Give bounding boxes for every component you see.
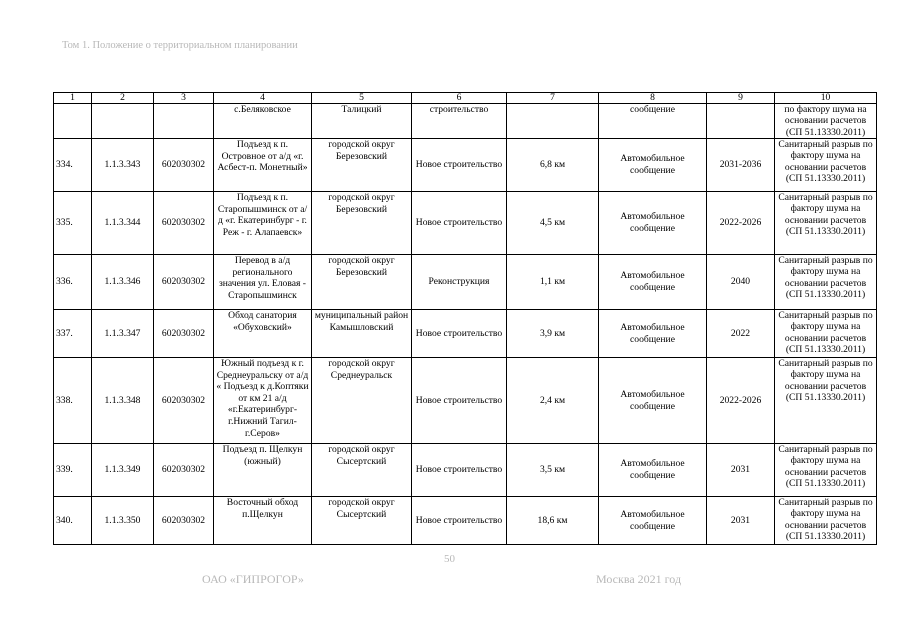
footer-city-year: Москва 2021 год [596,572,682,586]
table-row [54,192,877,255]
cell-municipality: городской округ Березовский [312,255,412,310]
cell-length: 2,4 км [507,358,599,444]
cell-municipality: городской округ Среднеуральск [312,358,412,444]
cell-municipality: Талицкий [312,104,412,139]
cell-number: 335. [54,192,92,255]
column-header: 10 [775,93,877,104]
cell-work-type: строительство [412,104,507,139]
cell-classifier [154,104,214,139]
cell-code: 1.1.3.347 [92,310,154,358]
cell-length: 6,8 км [507,139,599,192]
cell-code: 1.1.3.343 [92,139,154,192]
cell-purpose: сообщение [599,104,707,139]
cell-work-type: Новое строительство [412,139,507,192]
table-row [54,497,877,545]
cell-purpose: Автомобильное сообщение [599,444,707,497]
cell-object-name: Южный подъезд к г. Среднеуральску от а/д « Подъезд к д.Коптяки от км 21 а/д «г.Екатеринбург-г.Нижний Тагил-г.Серов» [214,358,312,444]
document-header: Том 1. Положение о территориальном планировании [62,40,298,51]
cell-period: 2022-2026 [707,358,775,444]
cell-restriction: Санитарный разрыв по фактору шума на основании расчетов (СП 51.13330.2011) [775,310,877,358]
cell-municipality: городской округ Сысертский [312,444,412,497]
column-header: 3 [154,93,214,104]
cell-length: 1,1 км [507,255,599,310]
cell-work-type: Новое строительство [412,497,507,545]
cell-purpose: Автомобильное сообщение [599,139,707,192]
cell-period: 2040 [707,255,775,310]
table-row [54,310,877,358]
cell-object-name: с.Беляковское [214,104,312,139]
footer-organization: ОАО «ГИПРОГОР» [202,572,304,586]
cell-purpose: Автомобильное сообщение [599,358,707,444]
cell-code: 1.1.3.350 [92,497,154,545]
cell-work-type: Новое строительство [412,358,507,444]
cell-code: 1.1.3.344 [92,192,154,255]
column-header: 9 [707,93,775,104]
planning-table [53,92,877,545]
cell-code [92,104,154,139]
cell-classifier: 602030302 [154,310,214,358]
cell-period: 2022 [707,310,775,358]
cell-municipality: муниципальный район Камышловский [312,310,412,358]
cell-classifier: 602030302 [154,255,214,310]
column-header: 6 [412,93,507,104]
column-header: 2 [92,93,154,104]
table-row-continuation [54,104,877,139]
cell-number [54,104,92,139]
cell-restriction: по фактору шума на основании расчетов (СП 51.13330.2011) [775,104,877,139]
cell-number: 336. [54,255,92,310]
cell-code: 1.1.3.349 [92,444,154,497]
cell-object-name: Подъезд к п. Островное от а/д «г. Асбест-п. Монетный» [214,139,312,192]
column-header: 5 [312,93,412,104]
cell-number: 339. [54,444,92,497]
cell-period: 2031-2036 [707,139,775,192]
cell-restriction: Санитарный разрыв по фактору шума на основании расчетов (СП 51.13330.2011) [775,192,877,255]
cell-municipality: городской округ Сысертский [312,497,412,545]
cell-municipality: городской округ Березовский [312,192,412,255]
cell-period [707,104,775,139]
cell-work-type: Новое строительство [412,310,507,358]
table-row [54,255,877,310]
cell-period: 2031 [707,444,775,497]
cell-number: 340. [54,497,92,545]
cell-restriction: Санитарный разрыв по фактору шума на основании расчетов (СП 51.13330.2011) [775,358,877,444]
table-header-row [54,93,877,104]
cell-length: 3,9 км [507,310,599,358]
table-row [54,444,877,497]
cell-number: 338. [54,358,92,444]
cell-period: 2022-2026 [707,192,775,255]
column-header: 7 [507,93,599,104]
cell-object-name: Обход санатория «Обуховский» [214,310,312,358]
cell-restriction: Санитарный разрыв по фактору шума на основании расчетов (СП 51.13330.2011) [775,444,877,497]
cell-purpose: Автомобильное сообщение [599,255,707,310]
cell-length: 18,6 км [507,497,599,545]
cell-length: 3,5 км [507,444,599,497]
table-row [54,139,877,192]
cell-purpose: Автомобильное сообщение [599,497,707,545]
cell-municipality: городской округ Березовский [312,139,412,192]
cell-object-name: Подъезд п. Щелкун (южный) [214,444,312,497]
cell-work-type: Реконструкция [412,255,507,310]
cell-object-name: Перевод в а/д регионального значения ул. Еловая - Старопышминск [214,255,312,310]
cell-length [507,104,599,139]
cell-classifier: 602030302 [154,192,214,255]
column-header: 1 [54,93,92,104]
column-header: 4 [214,93,312,104]
cell-restriction: Санитарный разрыв по фактору шума на основании расчетов (СП 51.13330.2011) [775,139,877,192]
cell-restriction: Санитарный разрыв по фактору шума на основании расчетов (СП 51.13330.2011) [775,497,877,545]
cell-period: 2031 [707,497,775,545]
cell-object-name: Подъезд к п. Старопышминск от а/д «г. Екатеринбург - г. Реж - г. Алапаевск» [214,192,312,255]
cell-classifier: 602030302 [154,358,214,444]
column-header: 8 [599,93,707,104]
cell-classifier: 602030302 [154,444,214,497]
table-row [54,358,877,444]
cell-number: 337. [54,310,92,358]
cell-purpose: Автомобильное сообщение [599,310,707,358]
cell-purpose: Автомобильное сообщение [599,192,707,255]
cell-number: 334. [54,139,92,192]
cell-length: 4,5 км [507,192,599,255]
cell-code: 1.1.3.346 [92,255,154,310]
cell-object-name: Восточный обход п.Щелкун [214,497,312,545]
cell-work-type: Новое строительство [412,192,507,255]
cell-classifier: 602030302 [154,497,214,545]
page-number: 50 [444,553,455,565]
cell-classifier: 602030302 [154,139,214,192]
cell-work-type: Новое строительство [412,444,507,497]
cell-code: 1.1.3.348 [92,358,154,444]
cell-restriction: Санитарный разрыв по фактору шума на основании расчетов (СП 51.13330.2011) [775,255,877,310]
